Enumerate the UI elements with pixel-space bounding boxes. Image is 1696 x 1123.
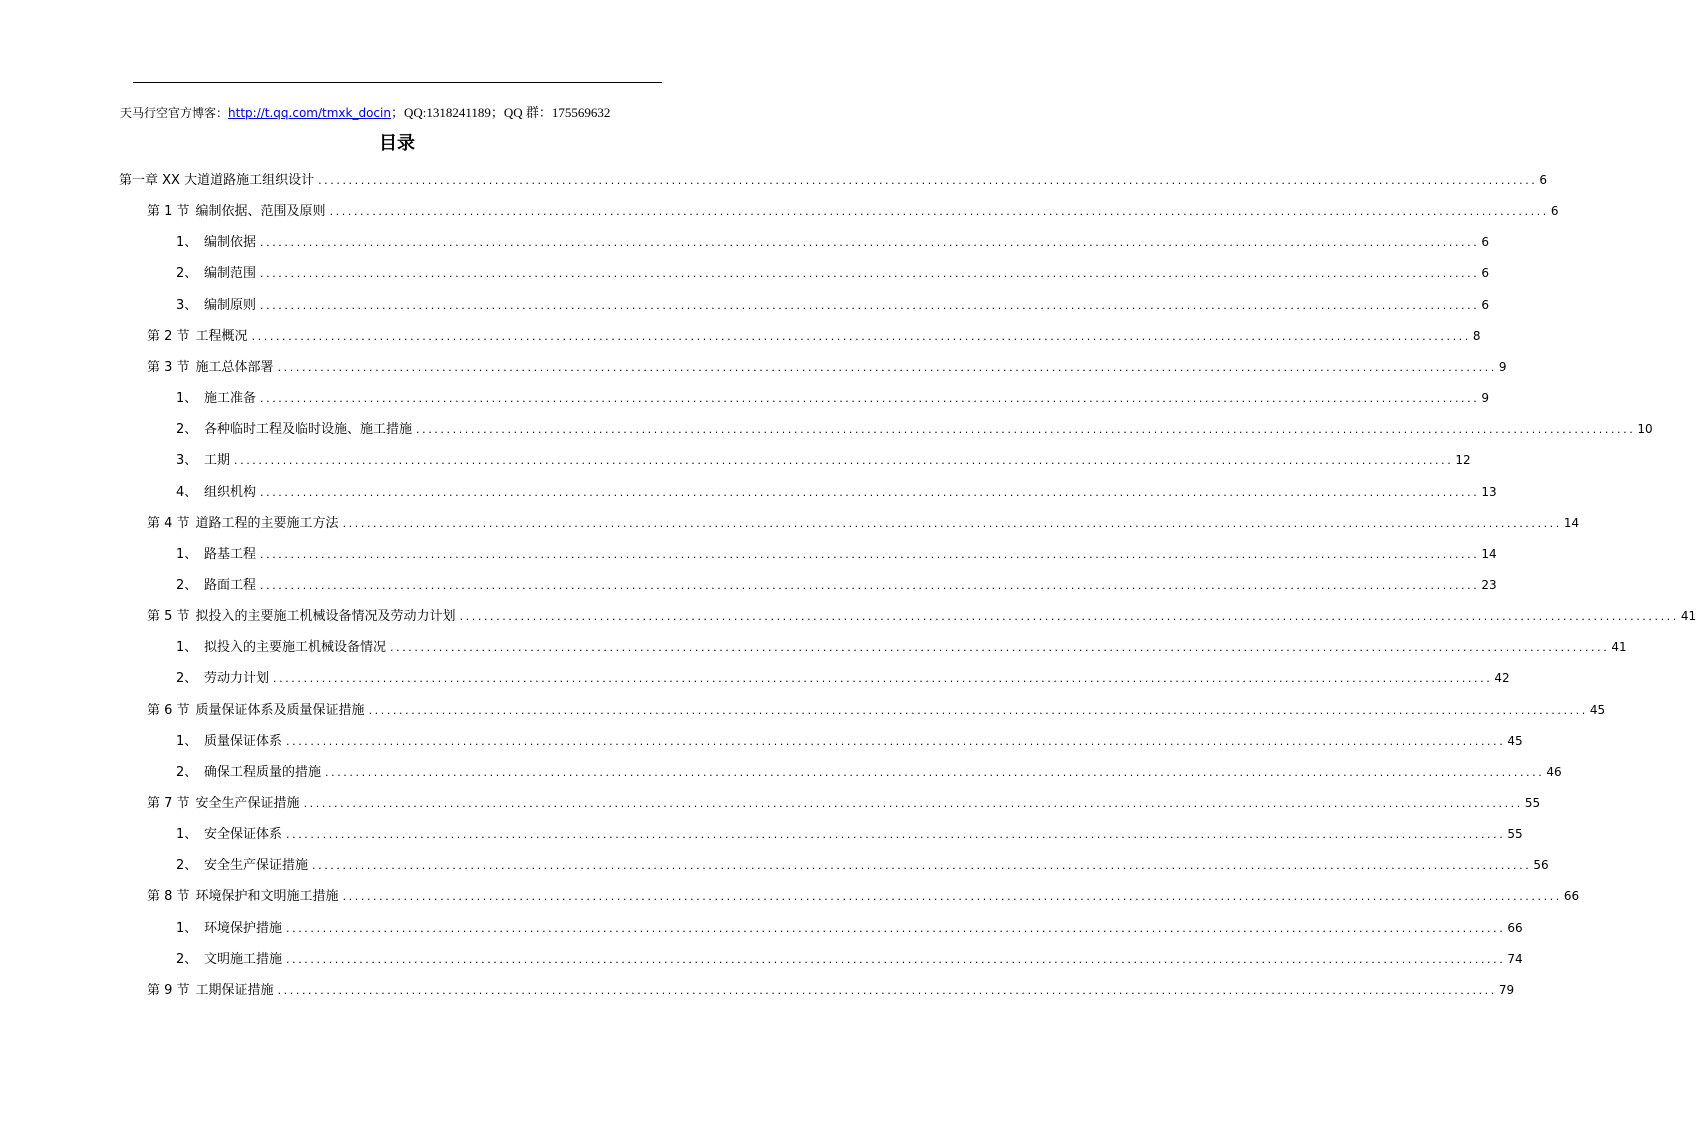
toc-entry-label [147,700,369,722]
toc-entry-number: 第 8 节 [147,889,190,905]
toc-entry[interactable] [176,294,1489,316]
toc-entry-label [176,855,312,877]
qq-info: ；QQ:1318241189；QQ 群：175569632 [390,105,611,120]
toc-entry-title: 劳动力计划 [204,671,270,687]
toc-entry-page: 45 [1507,733,1523,748]
toc-entry-title: 编制范围 [204,266,257,282]
toc-entry-label [147,326,252,348]
toc-entry-page: 79 [1498,982,1515,997]
toc-entry-label [176,388,260,410]
toc-entry-label [176,637,390,659]
toc-entry[interactable] [147,200,1559,222]
toc-leader-dots: ........................................................................................................................................................................................................ [286,734,1506,748]
toc-leader-dots: ........................................................................................................................................................................................................ [273,672,1493,686]
toc-entry-title: 组织机构 [204,484,257,500]
toc-entry-title: 文明施工措施 [204,951,283,967]
toc-entry[interactable] [176,574,1497,596]
toc-entry-number: 2、 [176,858,198,874]
toc-entry-title: 质量保证体系及质量保证措施 [195,702,365,718]
toc-entry-title: 路面工程 [204,577,257,593]
toc-entry-number: 第 2 节 [147,328,190,344]
toc-entry[interactable] [176,636,1627,658]
toc-entry-title: 编制依据、范围及原则 [195,204,326,220]
toc-leader-dots: ........................................................................................................................................................................................................ [277,360,1497,374]
toc-entry-page: 23 [1481,577,1497,592]
toc-entry-title: 路基工程 [204,546,257,562]
toc-entry-title: 质量保证体系 [204,733,283,749]
toc-leader-dots: ........................................................................................................................................................................................................ [260,547,1480,561]
toc-entry-page: 46 [1546,764,1562,779]
toc-entry-page: 45 [1589,702,1606,717]
toc-entry-label [176,762,325,784]
toc-entry[interactable] [176,761,1562,783]
toc-entry[interactable] [147,512,1580,534]
toc-entry-page: 6 [1539,173,1548,187]
toc-entry-title: 各种临时工程及临时设施、施工措施 [204,422,413,438]
toc-entry[interactable] [176,823,1523,845]
toc-leader-dots: ........................................................................................................................................................................................................ [286,952,1506,966]
toc-entry-label [176,295,260,317]
toc-leader-dots: ........................................................................................................................................................................................................ [368,703,1588,717]
toc-entry[interactable] [119,169,1548,191]
toc-entry-label [147,357,278,379]
toc-entry-page: 10 [1637,422,1653,437]
toc-entry[interactable] [176,262,1489,284]
toc-leader-dots: ........................................................................................................................................................................................................ [286,921,1506,935]
toc-leader-dots: ........................................................................................................................................................................................................ [416,423,1636,437]
toc-leader-dots: ........................................................................................................................................................................................................ [286,828,1506,842]
toc-entry-number: 1、 [176,546,198,562]
toc-entry-number: 2、 [176,577,198,593]
toc-entry-label [176,482,260,504]
toc-leader-dots: ........................................................................................................................................................................................................ [342,890,1562,904]
blog-prefix: 天马行空官方博客： [120,106,229,120]
toc-entry-title: 施工总体部署 [195,359,274,375]
toc-entry-number: 2、 [176,422,198,438]
toc-entry-number: 2、 [176,266,198,282]
toc-entry-number: 2、 [176,764,198,780]
toc-entry-number: 4、 [176,484,198,500]
toc-entry-number: 3、 [176,297,198,313]
toc-entry-label [176,232,260,254]
toc-leader-dots: ........................................................................................................................................................................................................ [260,236,1480,250]
toc-leader-dots: ........................................................................................................................................................................................................ [251,329,1471,343]
toc-entry-number: 1、 [176,827,198,843]
toc-entry-title: 安全生产保证措施 [195,796,300,811]
toc-entry[interactable] [147,699,1606,721]
toc-entry-label [176,263,260,285]
toc-entry-page: 14 [1481,546,1497,561]
toc-leader-dots: ........................................................................................................................................................................................................ [277,983,1497,997]
header-line [120,104,680,122]
toc-entry-label [176,918,286,940]
toc-entry-page: 55 [1507,827,1523,842]
toc-entry[interactable] [176,418,1653,440]
toc-entry-number: 第 5 节 [147,609,190,625]
toc-entry-label [176,575,260,597]
toc-leader-dots: ........................................................................................................................................................................................................ [260,392,1480,406]
toc-entry-number: 1、 [176,733,198,749]
toc-leader-dots: ........................................................................................................................................................................................................ [329,205,1549,219]
toc-entry[interactable] [176,854,1549,876]
toc-entry-page: 6 [1481,297,1489,312]
toc-entry-page: 8 [1472,328,1481,343]
toc-entry-title: 安全生产保证措施 [204,858,309,874]
toc-leader-dots: ........................................................................................................................................................................................................ [260,267,1480,281]
toc-entry-label [147,980,278,1002]
toc-leader-dots: ........................................................................................................................................................................................................ [312,859,1532,873]
toc-entry-page: 41 [1611,640,1627,655]
toc-entry-label [176,668,273,690]
header-rule [133,82,662,83]
toc-leader-dots: ........................................................................................................................................................................................................ [318,174,1538,187]
blog-link[interactable]: http://t.qq.com/tmxk_docin [228,106,391,120]
toc-leader-dots: ........................................................................................................................................................................................................ [325,765,1545,779]
toc-leader-dots: ........................................................................................................................................................................................................ [260,578,1480,592]
toc-entry-title: 工期保证措施 [195,982,274,998]
toc-entry[interactable] [147,979,1515,1001]
toc-entry-title: 工期 [204,453,231,469]
toc-entry-label [176,824,286,846]
toc-entry-page: 66 [1563,889,1580,904]
toc-entry-label [176,731,286,753]
toc-entry-page: 55 [1524,796,1541,810]
toc-leader-dots: ........................................................................................................................................................................................................ [260,485,1480,499]
toc-entry-number: 1、 [176,391,198,407]
toc-title: 目录 [379,133,415,154]
toc-entry-number: 3、 [176,453,198,469]
toc-entry-title: 安全保证体系 [204,827,283,843]
toc-entry-label [147,513,343,535]
toc-entry-number: 2、 [176,951,198,967]
toc-entry-page: 9 [1498,359,1507,374]
toc-entry-page: 12 [1455,453,1471,468]
toc-entry-title: 拟投入的主要施工机械设备情况 [204,640,387,656]
toc-leader-dots: ........................................................................................................................................................................................................ [234,454,1454,468]
toc-entry-page: 6 [1481,266,1489,281]
toc-entry-label [176,419,416,441]
toc-entry-number: 第 3 节 [147,359,190,375]
toc-entry-label [176,544,260,566]
toc-entry-number: 1、 [176,920,198,936]
toc-entry-number: 2、 [176,671,198,687]
toc-entry-page: 41 [1680,609,1696,624]
toc-entry[interactable] [176,543,1497,565]
toc-entry-label [176,450,234,472]
toc-entry[interactable] [147,605,1696,627]
toc-entry[interactable] [176,481,1497,503]
toc-entry-title: 编制依据 [204,235,257,251]
toc-entry-page: 9 [1481,391,1489,406]
toc-entry-title: 施工准备 [204,391,257,407]
toc-leader-dots: ........................................................................................................................................................................................................ [303,797,1523,810]
toc-entry-number: 1、 [176,640,198,656]
toc-entry[interactable] [176,667,1510,689]
toc-entry-page: 14 [1563,515,1580,530]
toc-entry-number: 第 4 节 [147,515,190,531]
toc-leader-dots: ........................................................................................................................................................................................................ [459,610,1679,624]
toc-entry[interactable] [176,449,1471,471]
toc-entry-title: 拟投入的主要施工机械设备情况及劳动力计划 [195,609,456,625]
toc-entry[interactable] [176,730,1523,752]
toc-entry[interactable] [147,885,1580,907]
toc-entry-page: 13 [1481,484,1497,499]
toc-entry-number: 第 6 节 [147,702,190,718]
toc-entry-page: 56 [1533,858,1549,873]
toc-entry[interactable] [176,231,1489,253]
toc-entry-number: 第 9 节 [147,982,190,998]
toc-entry-label [119,170,318,192]
toc-entry-title: 环境保护措施 [204,920,283,936]
toc-entry-title: 第一章 XX 大道道路施工组织设计 [119,173,315,188]
toc-entry-page: 6 [1481,235,1489,250]
toc-entry-page: 42 [1494,671,1510,686]
toc-entry[interactable] [147,356,1507,378]
toc-entry-label [147,793,304,815]
toc-entry-title: 环境保护和文明施工措施 [195,889,339,905]
toc-entry-page: 6 [1550,204,1559,219]
toc-entry-label [147,201,330,223]
toc-entry-title: 确保工程质量的措施 [204,764,322,780]
toc-entry-number: 第 7 节 [147,796,190,811]
toc-entry-page: 66 [1507,920,1523,935]
toc-entry-number: 第 1 节 [147,204,190,220]
toc-entry[interactable] [176,387,1489,409]
toc-leader-dots: ........................................................................................................................................................................................................ [390,641,1610,655]
toc-entry-title: 道路工程的主要施工方法 [195,515,339,531]
toc-leader-dots: ........................................................................................................................................................................................................ [342,516,1562,530]
toc-entry[interactable] [147,792,1541,814]
toc-entry-title: 编制原则 [204,297,257,313]
toc-entry-title: 工程概况 [195,328,248,344]
toc-entry[interactable] [176,948,1523,970]
toc-entry[interactable] [176,917,1523,939]
toc-leader-dots: ........................................................................................................................................................................................................ [260,298,1480,312]
toc-entry-page: 74 [1507,951,1523,966]
toc-entry-number: 1、 [176,235,198,251]
toc-entry[interactable] [147,325,1481,347]
toc-entry-label [147,606,460,628]
toc-entry-label [147,886,343,908]
toc-entry-label [176,949,286,971]
